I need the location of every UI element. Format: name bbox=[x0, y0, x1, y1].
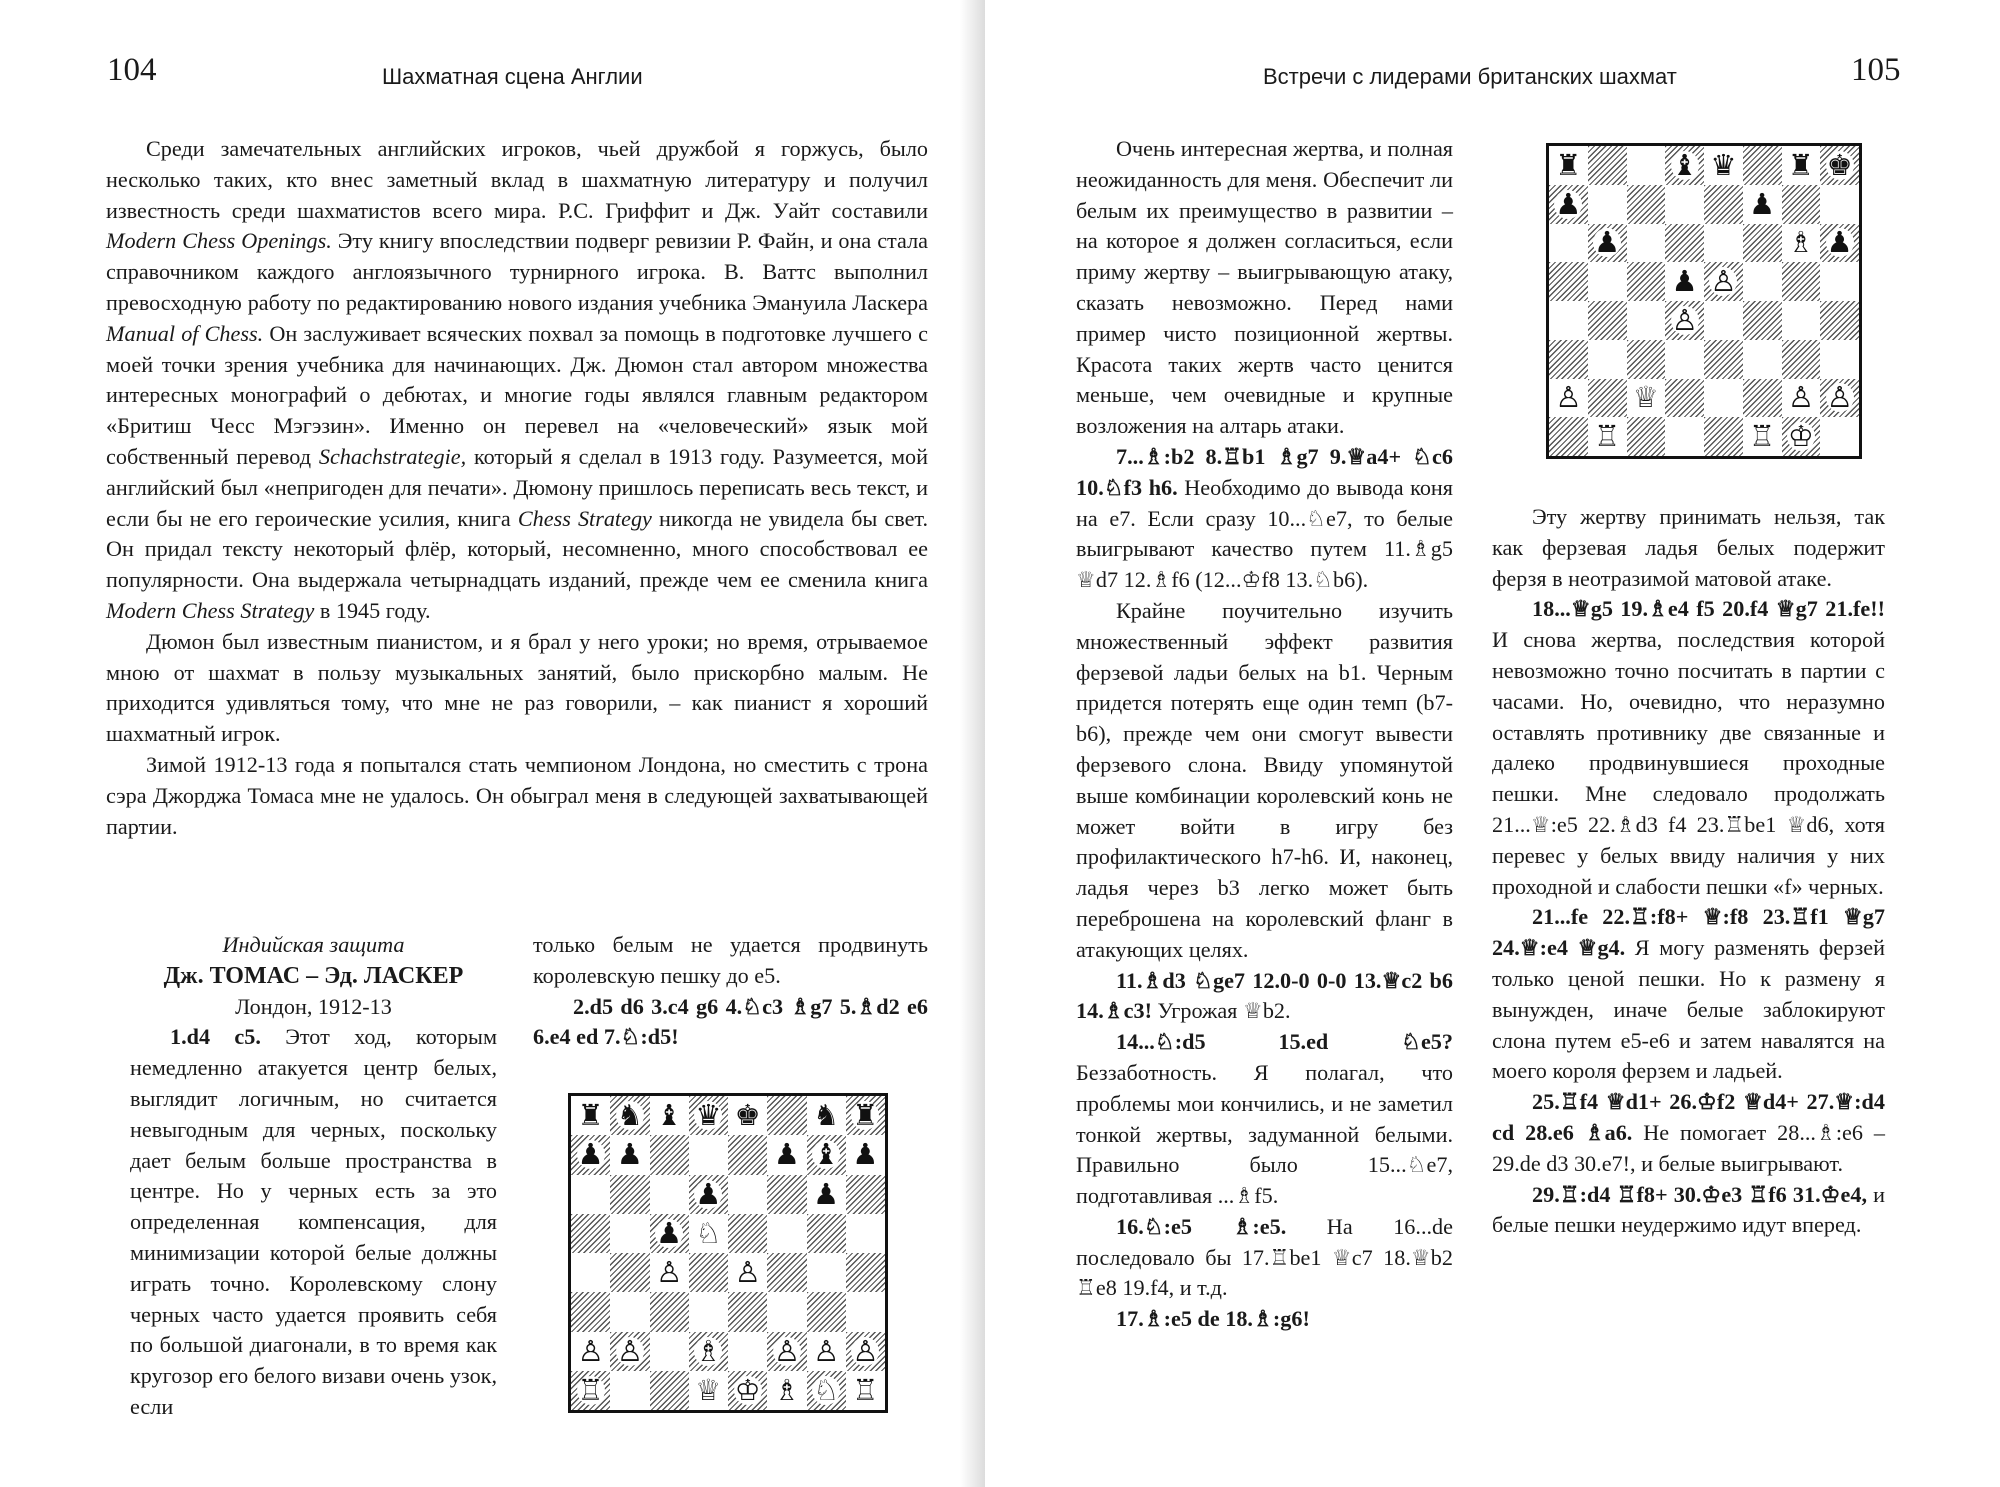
board-square bbox=[650, 1135, 689, 1174]
board-square bbox=[1627, 340, 1666, 379]
board-square bbox=[1743, 301, 1782, 340]
text-run: Среди замечательных английских игроков, чьей дружбой я горжусь, было несколько таких, кто внес заметный вклад в шахматную литературу и получил известность среди шахматистов всего мира. Р.С. Гриффит и Дж. Уайт составили bbox=[106, 136, 928, 223]
italic-title: Chess Strategy bbox=[517, 505, 652, 531]
board-square bbox=[1820, 185, 1859, 224]
board-square bbox=[571, 1175, 610, 1214]
board-square bbox=[689, 1175, 728, 1214]
white-rook-icon: ♖ bbox=[1749, 419, 1776, 454]
board-square bbox=[1627, 379, 1666, 418]
board-square bbox=[846, 1214, 885, 1253]
board-square bbox=[728, 1371, 767, 1410]
text-run: который я сделал в 1913 году. Разумеется, мой английский был «непригоден для печати». Дюмону пришлось переписать весь текст, и если бы не его героические усилия, книга bbox=[106, 443, 928, 531]
right-page bbox=[985, 0, 2000, 1487]
board-square bbox=[1588, 417, 1627, 456]
left-column-1-body bbox=[130, 1022, 497, 1422]
white-bishop-icon: ♗ bbox=[695, 1333, 722, 1368]
board-square bbox=[1549, 224, 1588, 263]
text-run: Зимой 1912-13 года я попытался стать чемпионом Лондона, но сместить с трона сэра Джорджа Томаса мне не удалось. Он обыграл меня в следующей захватывающей партии. bbox=[106, 751, 928, 839]
board-square bbox=[650, 1096, 689, 1135]
board-square bbox=[689, 1292, 728, 1331]
move-notation: 17.♗:e5 de 18.♗:g6! bbox=[1116, 1306, 1310, 1332]
board-square bbox=[767, 1096, 806, 1135]
white-bishop-icon: ♗ bbox=[773, 1372, 800, 1407]
board-square bbox=[1665, 224, 1704, 263]
black-pawn-icon: ♟ bbox=[656, 1215, 683, 1250]
board-square bbox=[728, 1135, 767, 1174]
board-square bbox=[1743, 340, 1782, 379]
paragraph bbox=[1076, 134, 1453, 442]
text-run: И снова жертва, последствия которой невозможно точно посчитать в партии с часами. Но, очевидно, что неразумно оставлять противнику две связанные и далеко продвинувшиеся проходные пешки. Мне следовало продолжать 21...♕:e5 22.♗d3 f4 23.♖be1 ♕d6, хотя перевес у белых ввиду наличия у них проходной и слабости пешки «f» черных. bbox=[1492, 627, 1885, 899]
board-square bbox=[1820, 262, 1859, 301]
board-square bbox=[610, 1135, 649, 1174]
white-pawn-icon: ♙ bbox=[734, 1255, 761, 1290]
board-square bbox=[1627, 301, 1666, 340]
board-square bbox=[728, 1214, 767, 1253]
left-column-2 bbox=[533, 930, 928, 1053]
board-square bbox=[1704, 262, 1743, 301]
running-title: Шахматная сцена Англии bbox=[382, 64, 643, 89]
board-square bbox=[610, 1175, 649, 1214]
text-run: На 16...de последовало бы 17.♖be1 ♕c7 18.♕b2 ♖e8 19.f4, и т.д. bbox=[1076, 1213, 1453, 1301]
white-pawn-icon: ♙ bbox=[1671, 302, 1698, 337]
board-square bbox=[1665, 185, 1704, 224]
white-pawn-icon: ♙ bbox=[773, 1333, 800, 1368]
black-knight-icon: ♞ bbox=[616, 1098, 643, 1133]
board-square bbox=[846, 1096, 885, 1135]
chess-diagram-left bbox=[568, 1093, 888, 1413]
black-pawn-icon: ♟ bbox=[695, 1176, 722, 1211]
move-notation: 11.♗d3 ♘ge7 12.0-0 0-0 13.♕c2 b6 14.♗c3! bbox=[1076, 967, 1453, 1024]
text-run: Угрожая ♕b2. bbox=[1151, 998, 1291, 1024]
board-square bbox=[610, 1292, 649, 1331]
black-pawn-icon: ♟ bbox=[813, 1176, 840, 1211]
paragraph bbox=[533, 930, 928, 992]
text-run: Эту книгу впоследствии подверг ревизии Р. Файн, и она стала справочником каждого англоязычного турнирного игрока. В. Ваттс выполнил превосходную работу по редактированию нового издания учебника Эмануила Ласкера bbox=[106, 228, 928, 315]
text-run: в 1945 году. bbox=[314, 597, 431, 623]
move-notation: 2.d5 d6 3.c4 g6 4.♘c3 ♗g7 5.♗d2 e6 6.e4 ed 7.♘:d5! bbox=[533, 993, 928, 1050]
black-knight-icon: ♞ bbox=[813, 1098, 840, 1133]
board-square bbox=[1549, 379, 1588, 418]
board-square bbox=[1665, 417, 1704, 456]
white-pawn-icon: ♙ bbox=[616, 1333, 643, 1368]
board-square bbox=[689, 1135, 728, 1174]
board-square bbox=[767, 1135, 806, 1174]
board-square bbox=[571, 1371, 610, 1410]
paragraph bbox=[1492, 502, 1885, 594]
text-run: Беззаботность. Я полагал, что проблемы мои кончились, и не заметил тонкой жертвы, задуманной белыми. Правильно было 15...♘e7, подготавливая ...♗f5. bbox=[1076, 1059, 1453, 1209]
board-square bbox=[1704, 417, 1743, 456]
board-square bbox=[1549, 146, 1588, 185]
board-square bbox=[807, 1292, 846, 1331]
board-square bbox=[689, 1253, 728, 1292]
board-square bbox=[571, 1253, 610, 1292]
board-square bbox=[1588, 224, 1627, 263]
board-square bbox=[571, 1214, 610, 1253]
italic-title: Schachstrategie, bbox=[318, 443, 467, 469]
board-square bbox=[1627, 262, 1666, 301]
board-square bbox=[846, 1332, 885, 1371]
board-square bbox=[1782, 146, 1821, 185]
board-square bbox=[1549, 262, 1588, 301]
move-notation: 29.♖:d4 ♖f8+ 30.♔e3 ♖f6 31.♔e4, bbox=[1532, 1181, 1867, 1207]
board-square bbox=[689, 1214, 728, 1253]
board-square bbox=[807, 1332, 846, 1371]
white-pawn-icon: ♙ bbox=[1555, 380, 1582, 415]
board-square bbox=[846, 1135, 885, 1174]
white-queen-icon: ♕ bbox=[1632, 380, 1659, 415]
black-king-icon: ♚ bbox=[1826, 147, 1853, 182]
paragraph bbox=[106, 750, 928, 842]
text-run: Дюмон был известным пианистом, и я брал у него уроки; но время, отрываемое мною от шахмат в пользу музыкальных занятий, было прискорбно малым. Не приходится удивляться тому, что мне не раз говорили, – как пианист я хороший шахматный игрок. bbox=[106, 628, 928, 747]
left-column-1 bbox=[130, 930, 497, 1423]
board-square bbox=[689, 1332, 728, 1371]
game-players: Дж. ТОМАС – Эд. ЛАСКЕР bbox=[163, 962, 464, 989]
white-pawn-icon: ♙ bbox=[852, 1333, 879, 1368]
board-square bbox=[1665, 340, 1704, 379]
paragraph bbox=[1076, 966, 1453, 1028]
board-square bbox=[807, 1214, 846, 1253]
move-notation: 7...♗:b2 8.♖b1 ♗g7 9.♕a4+ ♘c6 10.♘f3 h6. bbox=[1076, 443, 1453, 500]
board-square bbox=[610, 1371, 649, 1410]
paragraph bbox=[1076, 596, 1453, 966]
text-run: только белым не удается продвинуть королевскую пешку до e5. bbox=[533, 932, 928, 988]
white-knight-icon: ♘ bbox=[695, 1215, 722, 1250]
black-pawn-icon: ♟ bbox=[1594, 225, 1621, 260]
white-pawn-icon: ♙ bbox=[1710, 264, 1737, 299]
board-square bbox=[571, 1135, 610, 1174]
board-square bbox=[650, 1332, 689, 1371]
board-square bbox=[650, 1175, 689, 1214]
board-square bbox=[1627, 185, 1666, 224]
board-square bbox=[571, 1292, 610, 1331]
board-square bbox=[1820, 301, 1859, 340]
text-run: Необходимо до вывода коня на e7. Если сразу 10...♘e7, то белые выигрывают качество путем 11.♗g5 ♕d7 12.♗f6 (12...♔f8 13.♘b6). bbox=[1076, 474, 1453, 593]
board-square bbox=[1549, 340, 1588, 379]
board-square bbox=[1549, 301, 1588, 340]
black-bishop-icon: ♝ bbox=[656, 1098, 683, 1133]
text-run: Не помогает 28...♗:e6 – 29.de d3 30.e7!, и белые выигрывают. bbox=[1492, 1119, 1885, 1176]
paragraph bbox=[1492, 1180, 1885, 1242]
board-square bbox=[1704, 146, 1743, 185]
board-square bbox=[1627, 417, 1666, 456]
board-square bbox=[1743, 185, 1782, 224]
move-notation: 1.d4 c5. bbox=[170, 1024, 261, 1050]
board-square bbox=[807, 1175, 846, 1214]
paragraph bbox=[1076, 1027, 1453, 1212]
white-pawn-icon: ♙ bbox=[1826, 380, 1853, 415]
text-run: Этот ход, которым немедленно атакуется центр белых, выглядит логичным, но считается невыгодным для черных, поскольку дает белым больше пространства в центре. Но у черных есть за это определенная компенсация, для минимизации которой белые должны играть точно. Королевскому слону черных часто удается проявить себя по большой диагонали, в то время как кругозор его белого визави очень узок, если bbox=[130, 1024, 497, 1419]
board-square bbox=[1782, 224, 1821, 263]
board-square bbox=[1627, 146, 1666, 185]
white-pawn-icon: ♙ bbox=[656, 1255, 683, 1290]
board-square bbox=[1588, 262, 1627, 301]
text-run: никогда не увидела бы свет. Он придал тексту некоторый флёр, который, несомненно, много способствовал ее популярности. Она выдержала четырнадцать изданий, прежде чем ее сменила книга bbox=[106, 505, 928, 593]
board-square bbox=[571, 1332, 610, 1371]
white-king-icon: ♔ bbox=[1787, 419, 1814, 454]
board-square bbox=[807, 1096, 846, 1135]
board-square bbox=[728, 1096, 767, 1135]
board-square bbox=[650, 1214, 689, 1253]
board-square bbox=[1782, 340, 1821, 379]
board-square bbox=[767, 1214, 806, 1253]
black-pawn-icon: ♟ bbox=[1749, 186, 1776, 221]
board-square bbox=[1782, 379, 1821, 418]
board-square bbox=[1665, 301, 1704, 340]
right-column-1 bbox=[1076, 134, 1453, 1335]
text-run: Крайне поучительно изучить множественный эффект развития ферзевой ладьи белых на b1. Черным придется потерять еще один темп (b7-b6), прежде чем они смогут вывести ферзевого слона. Ввиду упомянутой выше комбинации королевский конь не может войти в игру без профилактического h7-h6. И, наконец, ладья через b3 легко может быть переброшена на королевский фланг в атакующих целях. bbox=[1076, 597, 1453, 962]
board-square bbox=[610, 1096, 649, 1135]
board-square bbox=[1704, 185, 1743, 224]
move-notation: 25.♖f4 ♕d1+ 26.♔f2 ♕d4+ 27.♕:d4 cd 28.e6 ♗a6. bbox=[1492, 1089, 1885, 1145]
black-rook-icon: ♜ bbox=[852, 1098, 879, 1133]
board-square bbox=[1782, 301, 1821, 340]
text-run: Очень интересная жертва, и полная неожиданность для меня. Обеспечит ли белым их преимущество в развитии – на которое я должен согласиться, если приму жертву – выигрывающую атаку, сказать невозможно. Перед нами пример чисто позиционной жертвы. Красота таких жертв часто ценится меньше, чем очевидные и крупные возложения на алтарь атаки. bbox=[1076, 136, 1453, 439]
board-square bbox=[1665, 379, 1704, 418]
black-pawn-icon: ♟ bbox=[852, 1137, 879, 1172]
paragraph bbox=[106, 134, 928, 627]
move-notation: 21...fe 22.♖:f8+ ♕:f8 23.♖f1 ♕g7 24.♕:e4 ♕g4. bbox=[1492, 904, 1885, 961]
move-notation: 16.♘:e5 ♗:e5. bbox=[1116, 1213, 1287, 1239]
paragraph bbox=[106, 627, 928, 750]
board-square bbox=[1665, 146, 1704, 185]
white-rook-icon: ♖ bbox=[577, 1372, 604, 1407]
board-square bbox=[1743, 379, 1782, 418]
board-square bbox=[767, 1175, 806, 1214]
board-square bbox=[650, 1253, 689, 1292]
board-square bbox=[1704, 301, 1743, 340]
board-square bbox=[1820, 146, 1859, 185]
board-square bbox=[1820, 379, 1859, 418]
board-square bbox=[571, 1096, 610, 1135]
italic-title: Modern Chess Openings. bbox=[106, 228, 332, 254]
board-square bbox=[728, 1175, 767, 1214]
board-square bbox=[1820, 224, 1859, 263]
board-square bbox=[1743, 224, 1782, 263]
board-square bbox=[807, 1253, 846, 1292]
paragraph bbox=[1492, 594, 1885, 902]
black-pawn-icon: ♟ bbox=[577, 1137, 604, 1172]
board-square bbox=[650, 1292, 689, 1331]
board-square bbox=[1588, 340, 1627, 379]
chess-diagram-right bbox=[1546, 143, 1862, 459]
white-king-icon: ♔ bbox=[734, 1372, 761, 1407]
black-pawn-icon: ♟ bbox=[773, 1137, 800, 1172]
running-title: Встречи с лидерами британских шахмат bbox=[1263, 64, 1677, 89]
black-rook-icon: ♜ bbox=[1555, 147, 1582, 182]
white-pawn-icon: ♙ bbox=[577, 1333, 604, 1368]
black-king-icon: ♚ bbox=[734, 1098, 761, 1133]
board-square bbox=[650, 1371, 689, 1410]
opening-name: Индийская защита bbox=[222, 932, 405, 957]
move-notation: 14...♘:d5 15.ed ♘e5? bbox=[1116, 1029, 1453, 1055]
board-square bbox=[1627, 224, 1666, 263]
board-square bbox=[767, 1253, 806, 1292]
board-square bbox=[1704, 340, 1743, 379]
board-square bbox=[1782, 262, 1821, 301]
board-square bbox=[1549, 417, 1588, 456]
black-rook-icon: ♜ bbox=[1787, 147, 1814, 182]
board-square bbox=[610, 1214, 649, 1253]
left-page bbox=[0, 0, 985, 1487]
board-square bbox=[846, 1175, 885, 1214]
white-pawn-icon: ♙ bbox=[1787, 380, 1814, 415]
board-square bbox=[1743, 417, 1782, 456]
black-pawn-icon: ♟ bbox=[1671, 264, 1698, 299]
board-square bbox=[1743, 146, 1782, 185]
white-queen-icon: ♕ bbox=[695, 1372, 722, 1407]
board-square bbox=[1704, 379, 1743, 418]
black-pawn-icon: ♟ bbox=[1555, 186, 1582, 221]
paragraph bbox=[1492, 902, 1885, 1087]
white-bishop-icon: ♗ bbox=[1787, 225, 1814, 260]
black-rook-icon: ♜ bbox=[577, 1098, 604, 1133]
paragraph bbox=[1076, 1304, 1453, 1335]
black-queen-icon: ♛ bbox=[1710, 147, 1737, 182]
italic-title: Modern Chess Strategy bbox=[106, 597, 315, 623]
paragraph bbox=[533, 992, 928, 1054]
board-square bbox=[807, 1135, 846, 1174]
board-square bbox=[767, 1292, 806, 1331]
black-bishop-icon: ♝ bbox=[1671, 147, 1698, 182]
white-knight-icon: ♘ bbox=[813, 1372, 840, 1407]
board-square bbox=[610, 1253, 649, 1292]
board-square bbox=[1588, 146, 1627, 185]
black-pawn-icon: ♟ bbox=[1826, 225, 1853, 260]
board-square bbox=[767, 1371, 806, 1410]
black-pawn-icon: ♟ bbox=[616, 1137, 643, 1172]
page-number: 105 bbox=[1851, 52, 1901, 88]
move-notation: 18...♕g5 19.♗e4 f5 20.f4 ♕g7 21.fe!! bbox=[1532, 596, 1885, 622]
page-number: 104 bbox=[107, 52, 157, 88]
white-rook-icon: ♖ bbox=[1594, 419, 1621, 454]
text-run: Я могу разменять ферзей только ценой пешки. Но к размену я вынужден, иначе белые заблокируют слона путем e5-e6 и затем навалятся на моего короля ферзем и ладьей. bbox=[1492, 935, 1885, 1084]
board-square bbox=[1782, 185, 1821, 224]
board-square bbox=[1820, 340, 1859, 379]
paragraph bbox=[130, 1022, 497, 1422]
board-square bbox=[846, 1292, 885, 1331]
game-place-date: Лондон, 1912-13 bbox=[235, 993, 392, 1019]
board-square bbox=[689, 1371, 728, 1410]
board-square bbox=[1820, 417, 1859, 456]
board-square bbox=[1588, 301, 1627, 340]
right-column-2 bbox=[1492, 502, 1885, 1241]
board-square bbox=[1588, 185, 1627, 224]
board-square bbox=[1704, 224, 1743, 263]
board-square bbox=[689, 1096, 728, 1135]
text-run: и белые пешки неудержимо идут вперед. bbox=[1492, 1181, 1885, 1238]
board-square bbox=[1782, 417, 1821, 456]
board-square bbox=[846, 1371, 885, 1410]
board-square bbox=[807, 1371, 846, 1410]
left-main-text bbox=[106, 134, 928, 842]
black-bishop-icon: ♝ bbox=[813, 1137, 840, 1172]
paragraph bbox=[1076, 442, 1453, 596]
board-square bbox=[1588, 379, 1627, 418]
board-square bbox=[610, 1332, 649, 1371]
white-pawn-icon: ♙ bbox=[813, 1333, 840, 1368]
board-square bbox=[1665, 262, 1704, 301]
paragraph bbox=[1492, 1087, 1885, 1179]
board-square bbox=[728, 1253, 767, 1292]
board-square bbox=[728, 1292, 767, 1331]
board-square bbox=[1743, 262, 1782, 301]
text-run: Эту жертву принимать нельзя, так как ферзевая ладья белых подержит ферзя в неотразимой матовой атаке. bbox=[1492, 504, 1885, 591]
black-queen-icon: ♛ bbox=[695, 1098, 722, 1133]
white-rook-icon: ♖ bbox=[852, 1372, 879, 1407]
board-square bbox=[728, 1332, 767, 1371]
paragraph bbox=[1076, 1212, 1453, 1304]
text-run: Он заслуживает всяческих похвал за помощь в подготовке лучшего с моей точки зрения учебника для начинающих. Дж. Дюмон стал автором множества интересных монографий о дебютах, и многие годы являлся главным редактором «Бритиш Чесс Мэгэзин». Именно он перевел на «человеческий» язык мой собственный перевод bbox=[106, 320, 928, 469]
italic-title: Manual of Chess. bbox=[106, 320, 264, 346]
board-square bbox=[846, 1253, 885, 1292]
board-square bbox=[1549, 185, 1588, 224]
board-square bbox=[767, 1332, 806, 1371]
